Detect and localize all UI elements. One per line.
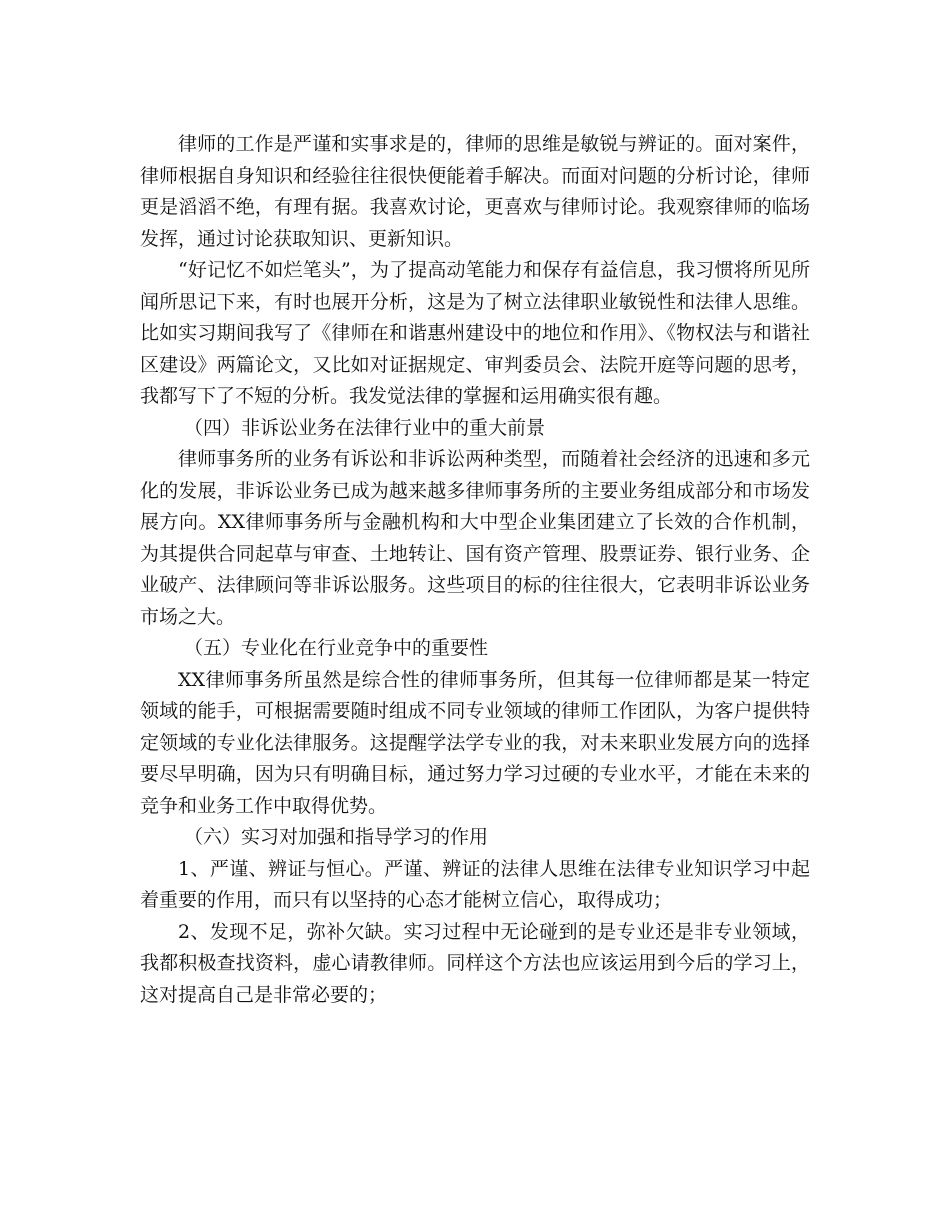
paragraph-specialization: XX律师事务所虽然是综合性的律师事务所，但其每一位律师都是某一特定领域的能手，可根据需要随时组成不同专业领域的律师工作团队，为客户提供特定领域的专业化法律服务。这提醒学法学专业的我，对未来职业发展方向的选择要尽早明确，因为只有明确目标，通过努力学习过硬的专业水平，才能在未来的竞争和业务工作中取得优势。	[140, 668, 810, 817]
paragraph-point-1: 1、严谨、辨证与恒心。严谨、辨证的法律人思维在法律专业知识学习中起着重要的作用，而只有以坚持的心态才能树立信心，取得成功；	[140, 857, 810, 911]
section-heading-5: （五）专业化在行业竞争中的重要性	[184, 637, 489, 659]
paragraph-note-taking: “好记忆不如烂笔头”，为了提高动笔能力和保存有益信息，我习惯将所见所闻所思记下来，有时也展开分析，这是为了树立法律职业敏锐性和法律人思维。比如实习期间我写了《律师在和谐惠州建设中的地位和作用》、《物权法与和谐社区建设》两篇论文，又比如对证据规定、审判委员会、法院开庭等问题的思考，我都写下了不短的分析。我发觉法律的掌握和运用确实很有趣。	[140, 259, 810, 407]
paragraph-non-litigation: 律师事务所的业务有诉讼和非诉讼两种类型，而随着社会经济的迅速和多元化的发展，非诉讼业务已成为越来越多律师事务所的主要业务组成部分和市场发展方向。XX律师事务所与金融机构和大中型企业集团建立了长效的合作机制，为其提供合同起草与审查、土地转让、国有资产管理、股票证券、银行业务、企业破产、法律顾问等非诉讼服务。这些项目的标的往往很大，它表明非诉讼业务市场之大。	[140, 448, 810, 628]
section-heading-4: （四）非诉讼业务在法律行业中的重大前景	[184, 416, 546, 439]
document-body	[140, 129, 810, 1011]
section-heading-6: （六）实习对加强和指导学习的作用	[184, 826, 489, 848]
paragraph-point-2: 2、发现不足，弥补欠缺。实习过程中无论碰到的是专业还是非专业领域，我都积极查找资料，虚心请教律师。同样这个方法也应该运用到今后的学习上，这对提高自己是非常必要的；	[140, 920, 810, 1006]
paragraph-lawyer-thinking: 律师的工作是严谨和实事求是的，律师的思维是敏锐与辨证的。面对案件，律师根据自身知识和经验往往很快便能着手解决。而面对问题的分析讨论，律师更是滔滔不绝，有理有据。我喜欢讨论，更喜欢与律师讨论。我观察律师的临场发挥，通过讨论获取知识、更新知识。	[140, 133, 810, 250]
